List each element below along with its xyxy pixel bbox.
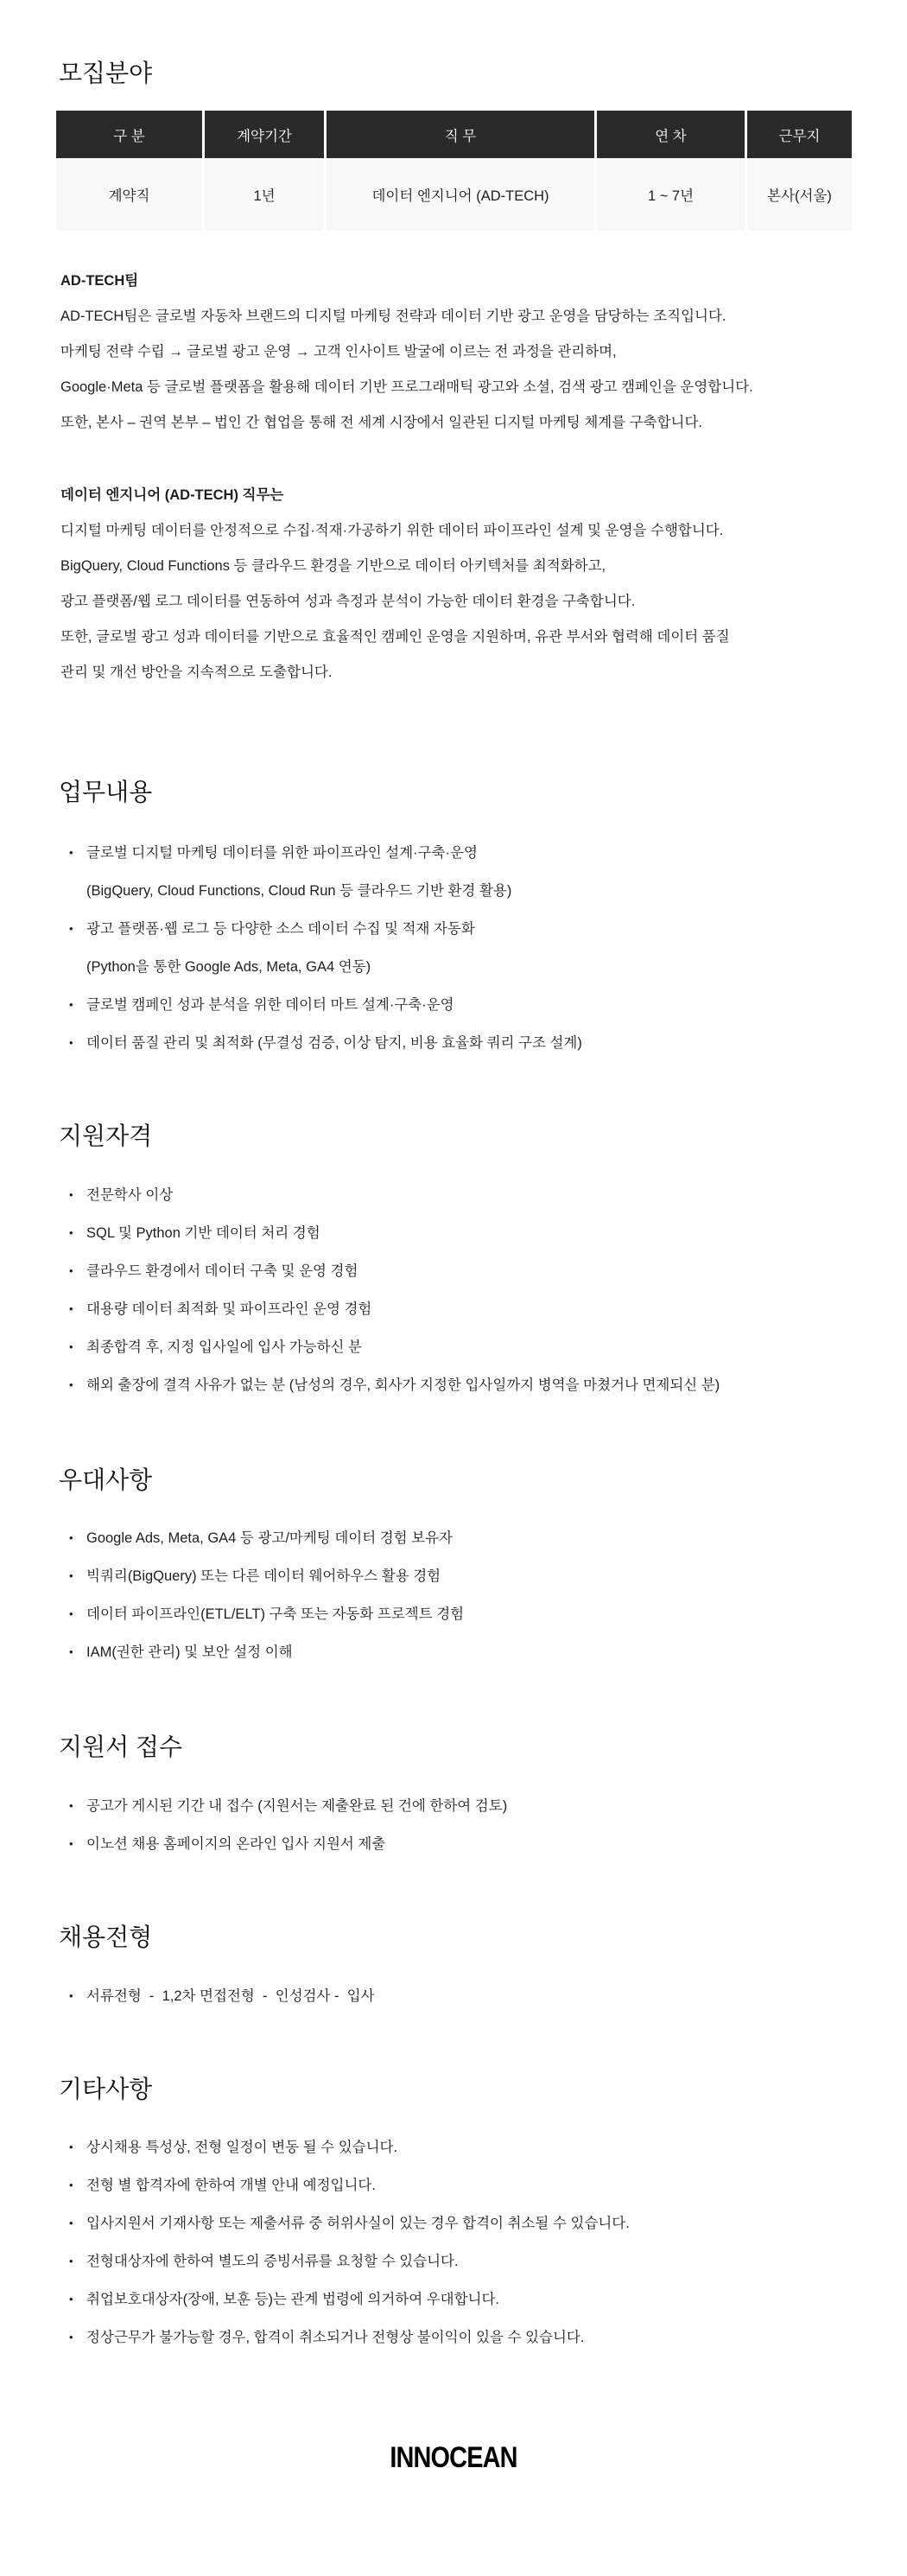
table-header-row bbox=[56, 111, 852, 158]
cell-years: 1 ~ 7년 bbox=[597, 158, 745, 231]
role-description bbox=[60, 478, 881, 690]
list-item: • 이노션 채용 홈페이지의 온라인 입사 지원서 제출 bbox=[69, 1825, 507, 1863]
list-item: • 데이터 파이프라인(ETL/ELT) 구축 또는 자동화 프로젝트 경험 bbox=[69, 1595, 464, 1633]
list-item: • 클라우드 환경에서 데이터 구축 및 운영 경험 bbox=[69, 1252, 720, 1290]
list-item: • 대용량 데이터 최적화 및 파이프라인 운영 경험 bbox=[69, 1290, 720, 1328]
list-item: • 데이터 품질 관리 및 최적화 (무결성 검증, 이상 탐지, 비용 효율화 쿼리 구조 설계) bbox=[69, 1024, 582, 1062]
role-title: 데이터 엔지니어 (AD-TECH) 직무는 bbox=[60, 487, 284, 503]
table-row bbox=[56, 158, 852, 231]
list-item: • SQL 및 Python 기반 데이터 처리 경험 bbox=[69, 1214, 720, 1252]
role-line: 관리 및 개선 방안을 지속적으로 도출합니다. bbox=[60, 665, 333, 680]
duties-list bbox=[69, 834, 582, 1062]
process-list bbox=[69, 1977, 375, 2015]
list-item: • 빅쿼리(BigQuery) 또는 다른 데이터 웨어하우스 활용 경험 bbox=[69, 1557, 464, 1595]
list-item: • 공고가 게시된 기간 내 접수 (지원서는 제출완료 된 건에 한하여 검토) bbox=[69, 1787, 507, 1825]
role-line: 또한, 글로벌 광고 성과 데이터를 기반으로 효율적인 캠페인 운영을 지원하며, 유관 부서와 협력해 데이터 품질 bbox=[60, 629, 730, 645]
list-item-continuation: (Python을 통한 Google Ads, Meta, GA4 연동) bbox=[86, 959, 371, 975]
list-item: • 글로벌 캠페인 성과 분석을 위한 데이터 마트 설계·구축·운영 bbox=[69, 986, 582, 1024]
list-item: • 해외 출장에 결격 사유가 없는 분 (남성의 경우, 회사가 지정한 입사일까지 병역을 마쳤거나 면제되신 분) bbox=[69, 1366, 720, 1404]
cell-job: 데이터 엔지니어 (AD-TECH) bbox=[327, 158, 594, 231]
list-item: • 입사지원서 기재사항 또는 제출서류 중 허위사실이 있는 경우 합격이 취소될 수 있습니다. bbox=[69, 2204, 630, 2242]
role-line: 광고 플랫폼/웹 로그 데이터를 연동하여 성과 측정과 분석이 가능한 데이터 환경을 구축합니다. bbox=[60, 594, 636, 609]
col-header-years: 연 차 bbox=[597, 111, 745, 158]
section-title-preferred: 우대사항 bbox=[59, 1466, 153, 1493]
list-item: • 정상근무가 불가능할 경우, 합격이 취소되거나 전형상 불이익이 있을 수 있습니다. bbox=[69, 2318, 630, 2357]
team-description bbox=[60, 264, 881, 441]
qualifications-list bbox=[69, 1176, 720, 1404]
team-line: 또한, 본사 – 권역 본부 – 법인 간 협업을 통해 전 세계 시장에서 일관된 디지털 마케팅 체계를 구축합니다. bbox=[60, 415, 703, 430]
etc-list bbox=[69, 2128, 630, 2357]
list-item: • 전형대상자에 한하여 별도의 증빙서류를 요청할 수 있습니다. bbox=[69, 2242, 630, 2280]
section-title-qualifications: 지원자격 bbox=[59, 1123, 153, 1149]
list-item-continuation: (BigQuery, Cloud Functions, Cloud Run 등 클라우드 기반 환경 활용) bbox=[86, 883, 512, 899]
col-header-period: 계약기간 bbox=[205, 111, 324, 158]
list-item: • 최종합격 후, 지정 입사일에 입사 가능하신 분 bbox=[69, 1328, 720, 1366]
list-item: • 글로벌 디지털 마케팅 데이터를 위한 파이프라인 설계·구축·운영 bbox=[69, 834, 582, 872]
section-title-apply: 지원서 접수 bbox=[59, 1733, 183, 1760]
team-title: AD-TECH팀 bbox=[60, 273, 139, 289]
role-line: 디지털 마케팅 데이터를 안정적으로 수집·적재·가공하기 위한 데이터 파이프라인 설계 및 운영을 수행합니다. bbox=[60, 523, 724, 538]
list-item: • Google Ads, Meta, GA4 등 광고/마케팅 데이터 경험 보유자 bbox=[69, 1519, 464, 1557]
list-item: • 상시채용 특성상, 전형 일정이 변동 될 수 있습니다. bbox=[69, 2128, 630, 2166]
preferred-list bbox=[69, 1519, 464, 1671]
section-title-etc: 기타사항 bbox=[59, 2076, 153, 2102]
list-item: • 광고 플랫폼·웹 로그 등 다양한 소스 데이터 수집 및 적재 자동화 bbox=[69, 910, 582, 948]
role-line: BigQuery, Cloud Functions 등 클라우드 환경을 기반으로 데이터 아키텍처를 최적화하고, bbox=[60, 558, 606, 574]
apply-list bbox=[69, 1787, 507, 1863]
list-item: • 취업보호대상자(장애, 보훈 등)는 관계 법령에 의거하여 우대합니다. bbox=[69, 2280, 630, 2318]
cell-type: 계약직 bbox=[56, 158, 202, 231]
cell-location: 본사(서울) bbox=[747, 158, 852, 231]
section-title-recruit: 모집분야 bbox=[59, 60, 153, 86]
col-header-job: 직 무 bbox=[327, 111, 594, 158]
section-title-duties: 업무내용 bbox=[59, 779, 153, 805]
list-item: • 전형 별 합격자에 한하여 개별 안내 예정입니다. bbox=[69, 2166, 630, 2204]
col-header-location: 근무지 bbox=[747, 111, 852, 158]
col-header-type: 구 분 bbox=[56, 111, 202, 158]
list-item: • IAM(권한 관리) 및 보안 설정 이해 bbox=[69, 1633, 464, 1671]
cell-period: 1년 bbox=[205, 158, 324, 231]
team-line: AD-TECH팀은 글로벌 자동차 브랜드의 디지털 마케팅 전략과 데이터 기반 광고 운영을 담당하는 조직입니다. bbox=[60, 308, 726, 324]
innocean-logo: INNOCEAN bbox=[390, 2441, 517, 2474]
team-line: Google·Meta 등 글로벌 플랫폼을 활용해 데이터 기반 프로그래매틱 광고와 소셜, 검색 광고 캠페인을 운영합니다. bbox=[60, 379, 753, 395]
team-line: 마케팅 전략 수립 → 글로벌 광고 운영 → 고객 인사이트 발굴에 이르는 전 과정을 관리하며, bbox=[60, 344, 617, 359]
recruit-table bbox=[54, 111, 854, 231]
list-item: • 전문학사 이상 bbox=[69, 1176, 720, 1214]
section-title-process: 채용전형 bbox=[59, 1924, 153, 1950]
list-item: • 서류전형 - 1,2차 면접전형 - 인성검사 - 입사 bbox=[69, 1977, 375, 2015]
